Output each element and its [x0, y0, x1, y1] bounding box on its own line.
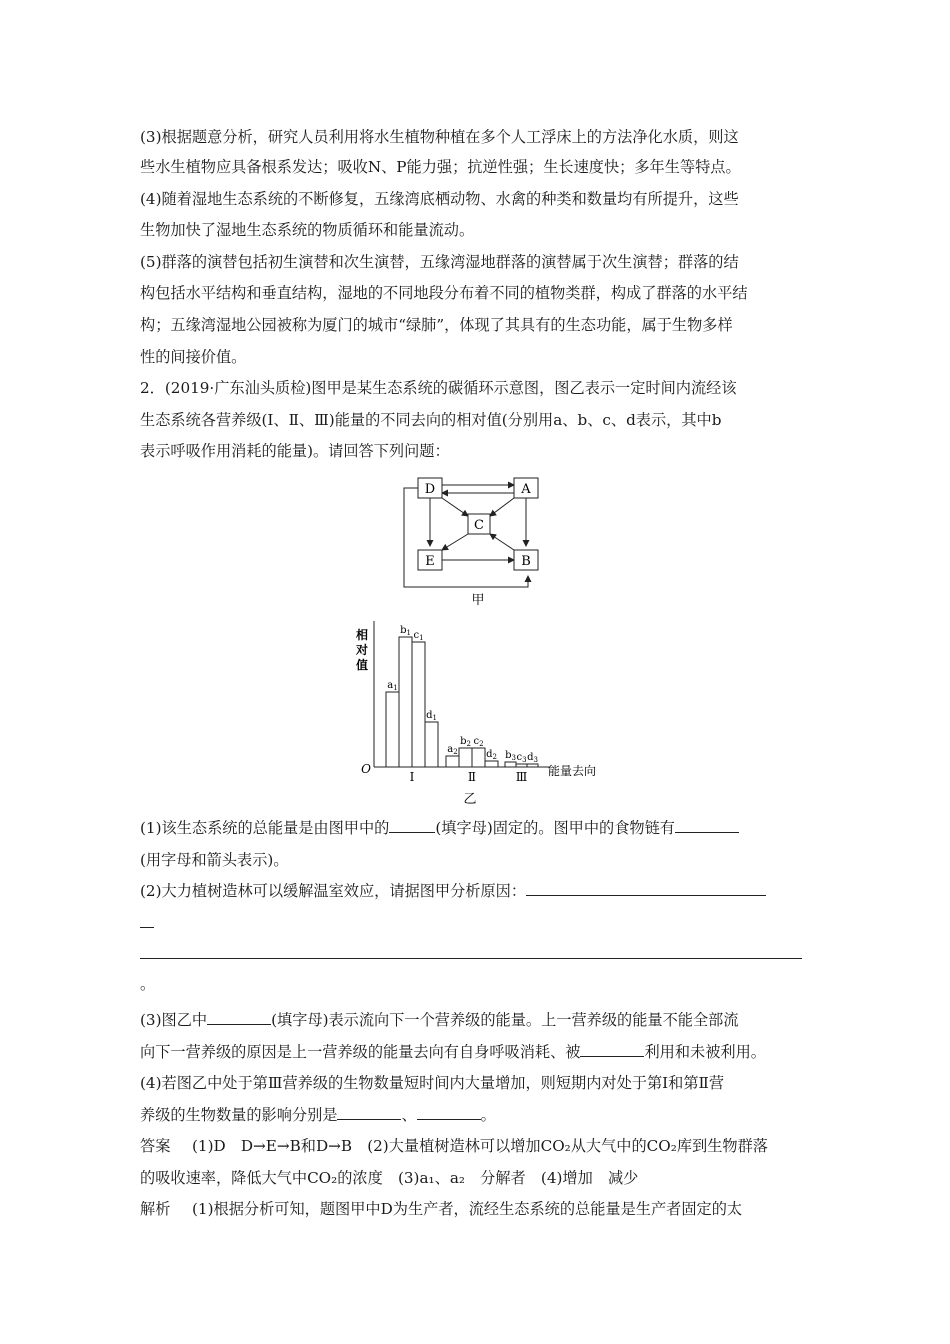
subquestion-text: 养级的生物数量的影响分别是	[140, 1106, 338, 1124]
bar-label: $d_1$	[426, 710, 437, 722]
carbon-cycle-diagram	[398, 472, 558, 612]
subquestion-4-cont	[140, 1105, 812, 1125]
analysis-label: 解析	[140, 1200, 171, 1218]
subquestion-text: (1)该生态系统的总能量是由图甲中的	[140, 819, 390, 837]
subquestion-text: (用字母和箭头表示)。	[140, 851, 289, 869]
subquestion-text: 。	[140, 975, 156, 993]
prev-answer-line: 生物加快了湿地生态系统的物质循环和能量流动。	[140, 221, 475, 239]
answer-label: 答案	[140, 1137, 171, 1155]
answer-blank[interactable]	[675, 818, 739, 833]
y-axis-label-char: 值	[355, 658, 369, 672]
node-label-a: A	[521, 482, 531, 497]
category-tick-label: Ⅲ	[515, 770, 528, 784]
chart-caption: 乙	[463, 792, 477, 807]
bar-c-3	[516, 764, 527, 767]
bar-c-1	[412, 642, 425, 767]
answer-line	[140, 1136, 812, 1156]
arrow-a-c	[490, 498, 514, 516]
question-stem-line: 生态系统各营养级(Ⅰ、Ⅱ、Ⅲ)能量的不同去向的相对值(分别用a、b、c、d表示，其中b	[140, 411, 722, 429]
bar-c-2	[472, 748, 485, 767]
subquestion-text: (填字母)固定的。图甲中的食物链有	[435, 819, 675, 837]
bar-label: $b_2$	[460, 736, 471, 748]
question-stem-line: 2．(2019·广东汕头质检)图甲是某生态系统的碳循环示意图，图乙表示一定时间内流经该	[140, 379, 737, 397]
bar-a-2	[446, 756, 459, 767]
prev-answer-line: (3)根据题意分析，研究人员利用将水生植物种植在多个人工浮床上的方法净化水质，则这	[140, 128, 739, 146]
x-axis-label: 能量去向	[547, 764, 597, 778]
analysis-line	[140, 1199, 812, 1219]
bar-label: $a_1$	[387, 680, 398, 692]
prev-answer-line: 性的间接价值。	[140, 348, 247, 366]
subquestion-text: (3)图乙中	[140, 1011, 208, 1029]
bar-a-1	[386, 692, 399, 767]
bar-label: $c_2$	[473, 736, 484, 748]
answer-blank[interactable]	[140, 944, 802, 959]
bar-label: $c_3$	[516, 752, 527, 764]
subquestion-text: 利用和未被利用。	[644, 1043, 766, 1061]
prev-answer-line: (4)随着湿地生态系统的不断修复，五缘湾底栖动物、水禽的种类和数量均有所提升，这些	[140, 190, 739, 208]
subquestion-text: (4)若图乙中处于第Ⅲ营养级的生物数量短时间内大量增加，则短期内对处于第Ⅰ和第Ⅱ营	[140, 1074, 725, 1092]
bar-b-3	[505, 762, 516, 767]
answer-blank[interactable]	[337, 1105, 401, 1120]
answer-blank[interactable]	[580, 1042, 644, 1057]
arrow-d-c	[442, 498, 468, 516]
y-axis-label-char: 对	[355, 643, 369, 657]
subquestion-text: 、	[401, 1106, 417, 1124]
y-axis-label-char: 相	[355, 628, 369, 642]
analysis-text: (1)根据分析可知，题图甲中D为生产者，流经生态系统的总能量是生产者固定的太	[192, 1200, 743, 1218]
bar-label: $b_1$	[400, 625, 411, 637]
answer-text: (1)D D→E→B和D→B (2)大量植树造林可以增加CO₂从大气中的CO₂库到生物群落	[192, 1137, 768, 1155]
bar-label: $d_2$	[486, 749, 497, 761]
bar-b-1	[399, 637, 412, 767]
node-label-d: D	[424, 482, 436, 497]
bar-label: $d_3$	[527, 752, 538, 764]
answer-text: 的吸收速率，降低大气中CO₂的浓度 (3)a₁、a₂ 分解者 (4)增加 减少	[140, 1169, 639, 1187]
answer-blank[interactable]	[140, 913, 154, 928]
prev-answer-line: 构；五缘湾湿地公园被称为厦门的城市“绿肺”，体现了其具有的生态功能，属于生物多样	[140, 316, 733, 334]
subquestion-3	[140, 1010, 812, 1030]
subquestion-3-cont	[140, 1042, 812, 1062]
bar-d-3	[527, 764, 538, 767]
question-stem-line: 表示呼吸作用消耗的能量)。请回答下列问题：	[140, 442, 450, 460]
subquestion-text: 。	[480, 1106, 496, 1124]
arrow-c-e	[442, 534, 468, 550]
subquestion-1	[140, 818, 812, 838]
origin-label: O	[361, 762, 371, 776]
node-label-e: E	[425, 554, 435, 569]
bar-label: $c_1$	[413, 630, 424, 642]
energy-bar-chart	[350, 615, 610, 810]
arrow-b-c	[490, 534, 514, 550]
prev-answer-line: 构包括水平结构和垂直结构，湿地的不同地段分布着不同的植物类群，构成了群落的水平结	[140, 284, 748, 302]
bar-d-1	[425, 722, 438, 767]
bar-d-2	[485, 761, 498, 767]
answer-blank[interactable]	[526, 881, 766, 896]
subquestion-text: (2)大力植树造林可以缓解温室效应，请据图甲分析原因：	[140, 882, 527, 900]
answer-blank[interactable]	[417, 1105, 481, 1120]
answer-blank[interactable]	[389, 818, 435, 833]
subquestion-2	[140, 881, 812, 901]
bar-label: $b_3$	[505, 750, 516, 762]
subquestion-text: (填字母)表示流向下一个营养级的能量。上一营养级的能量不能全部流	[271, 1011, 739, 1029]
answer-blank[interactable]	[207, 1010, 271, 1025]
node-label-b: B	[521, 554, 531, 569]
diagram-caption: 甲	[471, 593, 485, 608]
bar-b-2	[459, 748, 472, 767]
node-label-c: C	[474, 518, 484, 533]
prev-answer-line: 些水生植物应具备根系发达；吸收N、P能力强；抗逆性强；生长速度快；多年生等特点。	[140, 158, 741, 176]
category-tick-label: Ⅰ	[409, 770, 415, 784]
prev-answer-line: (5)群落的演替包括初生演替和次生演替，五缘湾湿地群落的演替属于次生演替；群落的结	[140, 253, 739, 271]
subquestion-text: 向下一营养级的原因是上一营养级的能量去向有自身呼吸消耗、被	[140, 1043, 581, 1061]
arrow-outer-left	[404, 488, 528, 587]
bar-label: $a_2$	[447, 744, 458, 756]
category-tick-label: Ⅱ	[467, 770, 477, 784]
